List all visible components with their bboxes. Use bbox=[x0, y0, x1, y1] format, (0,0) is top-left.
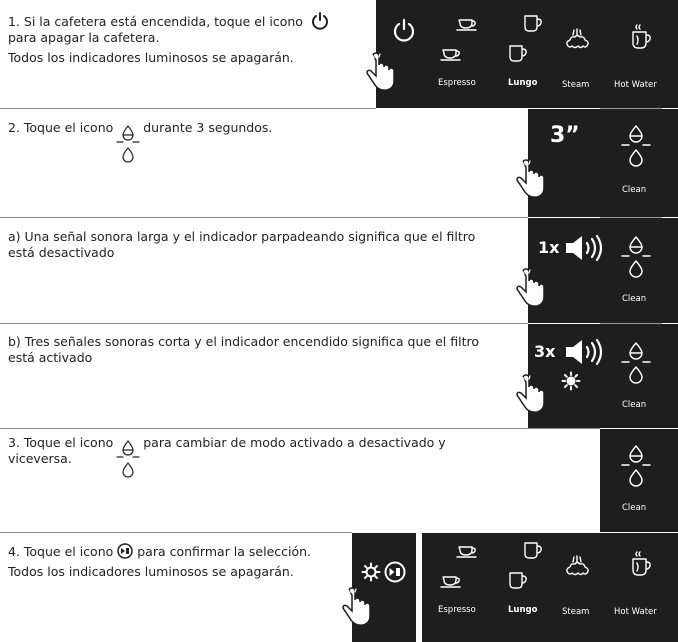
step-1 bbox=[0, 0, 678, 108]
step-4 bbox=[0, 533, 678, 642]
confirm-button-icon[interactable] bbox=[384, 561, 406, 583]
steam-icon[interactable] bbox=[564, 555, 590, 577]
clean-drop-icon bbox=[117, 124, 139, 162]
steam-label: Steam bbox=[562, 80, 590, 90]
speaker-icon bbox=[564, 338, 604, 366]
lungo-cup-icon[interactable] bbox=[523, 541, 543, 561]
sun-indicator-icon bbox=[362, 563, 380, 581]
clean-drop-icon[interactable] bbox=[622, 234, 650, 278]
step-3-text: 3. Toque el icono para cambiar de modo activado a desactivado y bbox=[8, 435, 446, 477]
panel-gap bbox=[416, 533, 422, 642]
espresso-cup-icon[interactable] bbox=[456, 18, 478, 32]
three-seconds-text: 3” bbox=[550, 123, 580, 148]
step-a-text: a) Una señal sonora larga y el indicador parpadeando significa que el filtro está desactivado bbox=[8, 229, 476, 260]
hot-water-icon[interactable] bbox=[628, 24, 654, 50]
espresso-label: Espresso bbox=[438, 78, 476, 88]
hand-pointer-icon bbox=[338, 589, 372, 629]
hot-water-label: Hot Water bbox=[614, 80, 657, 90]
clean-label: Clean bbox=[622, 185, 647, 195]
lungo-cup-icon[interactable] bbox=[508, 44, 528, 64]
lungo-label: Lungo bbox=[508, 605, 538, 615]
power-button-icon[interactable] bbox=[392, 18, 416, 42]
hand-pointer-icon bbox=[512, 270, 546, 310]
clean-drop-icon[interactable] bbox=[622, 123, 650, 167]
step-2-text: 2. Toque el icono durante 3 segundos. bbox=[8, 120, 272, 162]
hand-pointer-icon bbox=[512, 376, 546, 416]
hand-pointer-icon bbox=[512, 161, 546, 201]
hot-water-label: Hot Water bbox=[614, 607, 657, 617]
step-2 bbox=[0, 109, 678, 217]
step-b-text: b) Tres señales sonoras corta y el indicador encendido significa que el filtro está activado bbox=[8, 334, 479, 365]
clean-drop-icon bbox=[117, 439, 139, 477]
speaker-icon bbox=[564, 234, 604, 262]
clean-label: Clean bbox=[622, 503, 647, 513]
espresso-cup-icon[interactable] bbox=[440, 575, 462, 589]
three-beeps-text: 3x bbox=[534, 342, 556, 361]
espresso-cup-icon[interactable] bbox=[440, 48, 462, 62]
step-3 bbox=[0, 429, 678, 532]
step-1-text: 1. Si la cafetera está encendida, toque el icono para apagar la cafetera. Todos los indicadores luminosos se apagarán. bbox=[8, 12, 329, 66]
lungo-label: Lungo bbox=[508, 78, 538, 88]
step-3-text-line2: viceversa. bbox=[8, 451, 72, 466]
one-beep-text: 1x bbox=[538, 238, 560, 257]
hot-water-icon[interactable] bbox=[628, 551, 654, 577]
steam-label: Steam bbox=[562, 607, 590, 617]
clean-label: Clean bbox=[622, 294, 647, 304]
clean-drop-icon[interactable] bbox=[622, 340, 650, 384]
step-4-text: 4. Toque el icono para confirmar la selección. Todos los indicadores luminosos se apagarán. bbox=[8, 544, 312, 579]
step-a bbox=[0, 218, 678, 323]
espresso-label: Espresso bbox=[438, 605, 476, 615]
clean-label: Clean bbox=[622, 400, 647, 410]
espresso-cup-icon[interactable] bbox=[456, 545, 478, 559]
sun-indicator-icon bbox=[562, 372, 580, 390]
clean-drop-icon[interactable] bbox=[622, 443, 650, 487]
confirm-icon bbox=[117, 543, 133, 559]
hand-pointer-icon bbox=[362, 54, 396, 94]
steam-icon[interactable] bbox=[564, 28, 590, 50]
step-b bbox=[0, 324, 678, 428]
lungo-cup-icon[interactable] bbox=[508, 571, 528, 591]
lungo-cup-icon[interactable] bbox=[523, 14, 543, 34]
power-icon bbox=[311, 12, 329, 30]
